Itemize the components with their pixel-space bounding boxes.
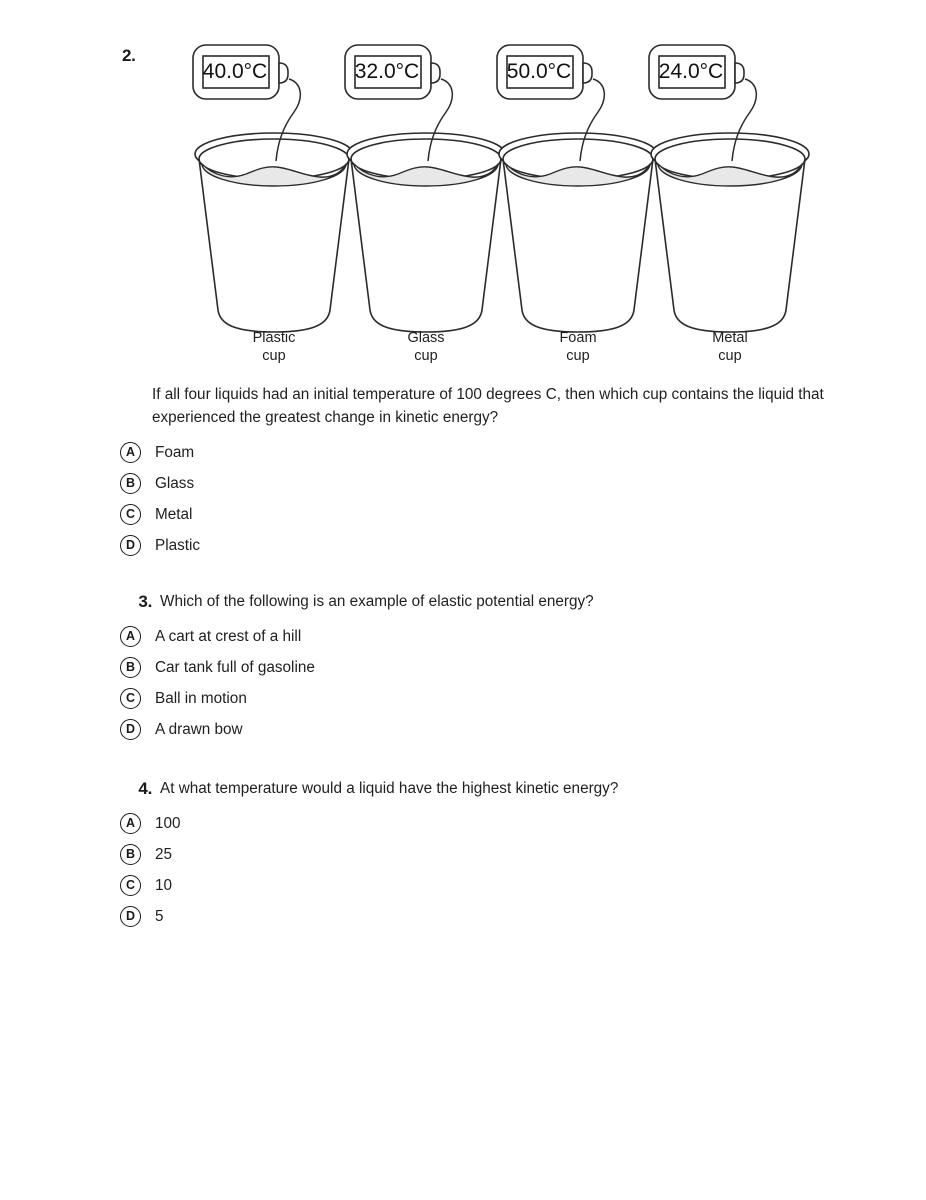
choice-4-d[interactable] — [118, 901, 878, 932]
thermometer-metal — [649, 45, 744, 99]
cups-diagram — [176, 36, 816, 366]
choice-4-a[interactable] — [118, 808, 878, 839]
choice-bubble-b[interactable]: B — [120, 844, 141, 865]
thermometer-reading-glass: 32.0°C — [354, 60, 420, 83]
cup-label-metal-line1: Metal — [712, 330, 748, 346]
choice-3-c[interactable] — [118, 683, 878, 714]
choice-bubble-b[interactable]: B — [120, 473, 141, 494]
cup-label-glass-line1: Glass — [407, 330, 445, 346]
thermometer-glass — [345, 45, 440, 99]
cup-label-foam-line2: cup — [566, 348, 590, 364]
choice-bubble-d[interactable]: D — [120, 535, 141, 556]
thermometer-reading-metal: 24.0°C — [658, 60, 724, 83]
cup-label-metal-line2: cup — [718, 348, 742, 364]
cup-plastic — [193, 45, 353, 364]
choice-text-d: Plastic — [155, 537, 201, 554]
thermometer-foam — [497, 45, 592, 99]
question-2-choices — [118, 437, 878, 561]
thermometer-plastic — [193, 45, 288, 99]
question-3 — [118, 590, 878, 745]
choice-text-d: A drawn bow — [155, 721, 243, 738]
choice-2-b[interactable] — [118, 468, 878, 499]
question-4-choices — [118, 808, 878, 932]
choice-bubble-c[interactable]: C — [120, 688, 141, 709]
question-3-number: 3. — [138, 592, 152, 611]
choice-2-d[interactable] — [118, 530, 878, 561]
choice-text-b: Car tank full of gasoline — [155, 659, 315, 676]
choice-text-b: Glass — [155, 475, 195, 492]
choice-text-c: 10 — [155, 877, 173, 894]
choice-bubble-c[interactable]: C — [120, 504, 141, 525]
thermometer-reading-foam: 50.0°C — [506, 60, 572, 83]
choice-text-a: 100 — [155, 815, 181, 832]
choice-bubble-a[interactable]: A — [120, 626, 141, 647]
choice-text-b: 25 — [155, 846, 173, 863]
choice-3-b[interactable] — [118, 652, 878, 683]
choice-text-a: A cart at crest of a hill — [155, 628, 302, 645]
cup-label-glass-line2: cup — [414, 348, 438, 364]
choice-3-d[interactable] — [118, 714, 878, 745]
choice-bubble-a[interactable]: A — [120, 813, 141, 834]
choice-text-c: Metal — [155, 506, 193, 523]
question-2-prompt: If all four liquids had an initial temperature of 100 degrees C, then which cup contains the liquid that experienced the greatest change in kinetic energy? — [152, 386, 824, 426]
cup-glass — [345, 45, 505, 364]
choice-4-b[interactable] — [118, 839, 878, 870]
cup-label-plastic-line2: cup — [262, 348, 286, 364]
question-4 — [118, 777, 878, 932]
choice-text-d: 5 — [155, 908, 164, 925]
choice-bubble-d[interactable]: D — [120, 906, 141, 927]
choice-bubble-d[interactable]: D — [120, 719, 141, 740]
choice-bubble-b[interactable]: B — [120, 657, 141, 678]
choice-text-c: Ball in motion — [155, 690, 247, 707]
choice-2-c[interactable] — [118, 499, 878, 530]
question-3-prompt: Which of the following is an example of elastic potential energy? — [160, 593, 594, 610]
choice-2-a[interactable] — [118, 437, 878, 468]
question-2 — [118, 383, 878, 561]
cup-foam — [497, 45, 657, 364]
question-4-prompt: At what temperature would a liquid have the highest kinetic energy? — [160, 780, 619, 797]
choice-bubble-a[interactable]: A — [120, 442, 141, 463]
thermometer-reading-plastic: 40.0°C — [202, 60, 268, 83]
cup-metal — [649, 45, 809, 364]
choice-4-c[interactable] — [118, 870, 878, 901]
cup-label-plastic-line1: Plastic — [252, 330, 296, 346]
question-2-figure — [118, 36, 818, 366]
question-2-number: 2. — [122, 46, 136, 65]
choice-text-a: Foam — [155, 444, 195, 461]
question-4-number: 4. — [138, 779, 152, 798]
choice-bubble-c[interactable]: C — [120, 875, 141, 896]
choice-3-a[interactable] — [118, 621, 878, 652]
question-3-choices — [118, 621, 878, 745]
cup-label-foam-line1: Foam — [559, 330, 597, 346]
